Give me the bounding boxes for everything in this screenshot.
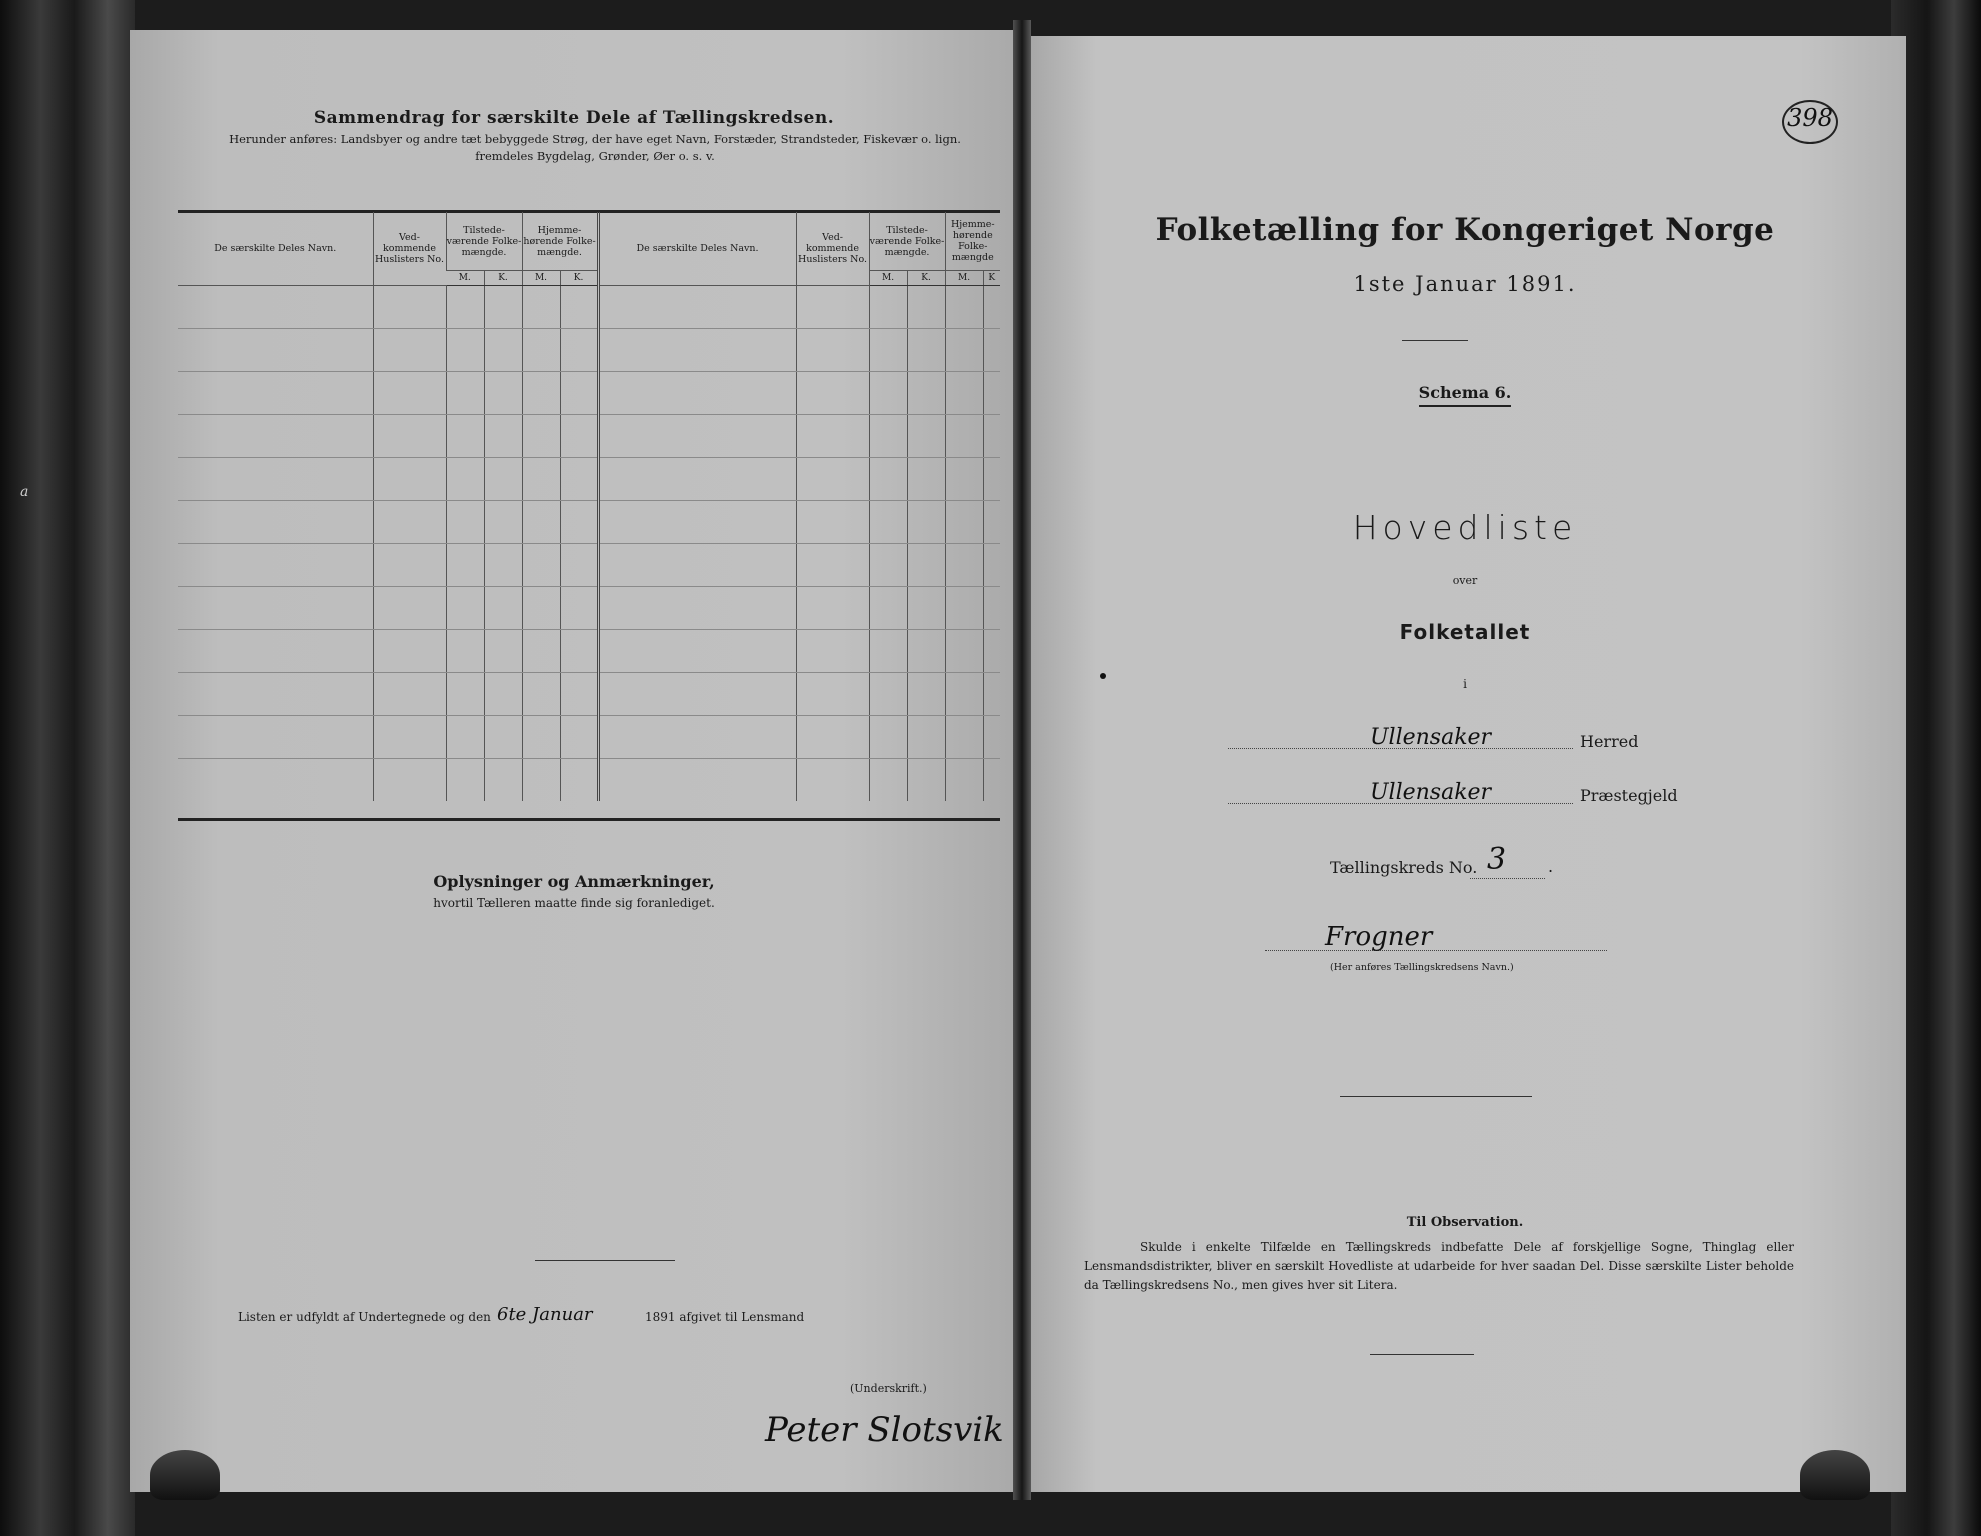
listen-text-2: 1891 afgivet til Lensmand [645,1310,805,1324]
listen-date-handwritten: 6te Januar [497,1304,593,1325]
table-cell [446,544,484,587]
table-body [178,286,1000,802]
table-cell [907,673,945,716]
schema-text: Schema 6. [1419,383,1512,407]
col-header-tilstede: Tilstede-værende Folke-mængde. [446,212,522,271]
sub-header-m: M. [522,271,560,286]
table-cell [598,544,796,587]
prestegjeld-field: Ullensaker [1370,780,1492,805]
table-cell [178,759,373,802]
table-bottom-rule [178,818,1000,821]
table-cell [560,544,598,587]
table-cell [560,372,598,415]
table-row [178,329,1000,372]
kreds-label: Tællingskreds No. [1330,858,1478,877]
table-cell [907,544,945,587]
table-cell [869,415,907,458]
table-cell [945,501,983,544]
table-cell [598,415,796,458]
table-row [178,501,1000,544]
hovedliste-heading: Hovedliste [1352,508,1578,547]
summary-subtitle-line-2: fremdeles Bygdelag, Grønder, Øer o. s. v. [475,149,715,163]
col-header-tilstede-2: Tilstede-værende Folke-mængde. [869,212,945,271]
table-row [178,458,1000,501]
table-row [178,759,1000,802]
table-cell [560,587,598,630]
sub-header-k: K. [907,271,945,286]
table-cell [983,415,1000,458]
table-cell [522,673,560,716]
table-cell [907,286,945,329]
table-cell [484,544,522,587]
binding-corner-left [150,1450,220,1500]
table-cell [796,286,869,329]
table-cell [907,759,945,802]
table-cell [945,544,983,587]
table-cell [907,458,945,501]
table-cell [945,587,983,630]
table-cell [796,501,869,544]
table-cell [484,286,522,329]
table-cell [796,329,869,372]
table-cell [178,329,373,372]
census-date: 1ste Januar 1891. [1353,272,1577,296]
i-label: i [1463,677,1467,691]
page-number: 398 [1787,104,1833,132]
sub-header-m: M. [945,271,983,286]
listen-text-1: Listen er udfyldt af Undertegnede og den [238,1310,491,1324]
observation-title: Til Observation. [1406,1215,1524,1230]
table-cell [945,286,983,329]
table-cell [869,759,907,802]
table-cell [373,673,446,716]
herred-field: Ullensaker [1370,725,1492,750]
table-cell [484,458,522,501]
table-cell [869,372,907,415]
table-cell [373,329,446,372]
summary-subtitle [185,131,1005,165]
summary-subtitle-line-1: Herunder anføres: Landsbyer og andre tæt bebyggede Strøg, der have eget Navn, Forstæder, Strandsteder, Fiskevær o. lign. [229,132,961,146]
table-cell [945,372,983,415]
table-cell [983,372,1000,415]
table-cell [983,501,1000,544]
table-cell [796,630,869,673]
table-cell [560,501,598,544]
table-cell [560,673,598,716]
table-row [178,587,1000,630]
table-cell [373,544,446,587]
sub-header-k: K. [560,271,598,286]
table-cell [869,587,907,630]
notes-title: Oplysninger og Anmærkninger, [433,872,715,891]
table-cell [945,759,983,802]
table-cell [484,501,522,544]
table-cell [907,630,945,673]
table-cell [522,501,560,544]
kreds-number-field: 3 [1487,842,1507,877]
table-cell [598,501,796,544]
table-cell [598,673,796,716]
table-cell [373,501,446,544]
sub-header-k: K. [484,271,522,286]
table-cell [907,415,945,458]
table-cell [522,544,560,587]
binding-corner-right [1800,1450,1870,1500]
table-cell [560,415,598,458]
sub-header-m: M. [446,271,484,286]
table-cell [446,716,484,759]
table-cell [560,759,598,802]
table-cell [178,286,373,329]
table-cell [869,544,907,587]
table-cell [983,673,1000,716]
table-cell [907,329,945,372]
table-cell [598,329,796,372]
table-cell [522,329,560,372]
table-cell [522,286,560,329]
table-cell [869,630,907,673]
table-row [178,716,1000,759]
col-header-name-2: De særskilte Deles Navn. [598,212,796,286]
ink-dot [1100,673,1106,679]
table-cell [178,501,373,544]
table-cell [907,587,945,630]
folketallet-heading: Folketallet [1399,620,1531,644]
kreds-name-field: Frogner [1325,922,1433,952]
table-cell [373,372,446,415]
table-cell [796,458,869,501]
table-row [178,286,1000,329]
table-cell [983,458,1000,501]
table-cell [373,630,446,673]
table-cell [522,415,560,458]
table-cell [796,372,869,415]
table-cell [484,372,522,415]
table-cell [178,458,373,501]
table-cell [598,286,796,329]
table-cell [983,630,1000,673]
table-cell [869,673,907,716]
margin-letter: a [20,484,29,500]
notes-subtitle: hvortil Tælleren maatte finde sig foranlediget. [433,896,715,910]
table-cell [178,630,373,673]
table-cell [869,716,907,759]
over-label: over [1452,574,1478,587]
table-cell [598,458,796,501]
table-cell [373,458,446,501]
table-cell [446,458,484,501]
table-cell [945,329,983,372]
table-cell [373,716,446,759]
table-cell [945,716,983,759]
table-cell [598,716,796,759]
prestegjeld-label: Præstegjeld [1580,786,1678,805]
col-header-name: De særskilte Deles Navn. [178,212,373,286]
table-row [178,372,1000,415]
table-cell [869,501,907,544]
table-cell [484,329,522,372]
table-cell [178,544,373,587]
table-cell [983,329,1000,372]
divider-rule [1402,340,1468,341]
table-cell [907,501,945,544]
underskrift-label: (Underskrift.) [850,1382,927,1395]
table-cell [446,329,484,372]
table-cell [796,415,869,458]
herred-label: Herred [1580,732,1639,751]
table-cell [598,630,796,673]
table-cell [373,587,446,630]
table-cell [945,458,983,501]
table-cell [945,415,983,458]
table-cell [560,716,598,759]
table-cell [598,759,796,802]
sub-header-k: K [983,271,1000,286]
table-cell [869,329,907,372]
table-cell [560,630,598,673]
col-header-hjemme-2: Hjemme-hørende Folke-mængde [945,212,1000,271]
table-cell [907,372,945,415]
table-cell [446,372,484,415]
table-cell [983,286,1000,329]
divider-rule [1370,1354,1474,1355]
table-cell [522,458,560,501]
table-cell [907,716,945,759]
table-cell [484,415,522,458]
table-cell [446,673,484,716]
kreds-name-hint: (Her anføres Tællingskredsens Navn.) [1330,962,1514,973]
divider-rule [1340,1096,1532,1097]
table-cell [446,286,484,329]
observation-text: Skulde i enkelte Tilfælde en Tællingskreds indbefatte Dele af forskjellige Sogne, Thinglag eller Lensmandsdistrikter, bliver en særskilt Hovedliste at udarbeide for hver saadan Del. Disse særskilte Lister beholde da Tællingskredsens No., men gives hver sit Litera. [1084,1240,1794,1292]
table-cell [983,759,1000,802]
table-cell [983,716,1000,759]
table-cell [598,587,796,630]
book-gutter [1013,20,1031,1500]
kreds-name-field-line [1265,950,1607,951]
table-cell [373,759,446,802]
table-cell [522,716,560,759]
table-cell [796,673,869,716]
table-cell [796,716,869,759]
table-cell [522,372,560,415]
col-header-huslister-2: Ved-kommende Huslisters No. [796,212,869,286]
table-cell [945,673,983,716]
table-cell [178,716,373,759]
table-cell [869,458,907,501]
main-title: Folketælling for Kongeriget Norge [1155,212,1775,248]
table-cell [796,587,869,630]
table-cell [983,544,1000,587]
sub-header-m: M. [869,271,907,286]
table-cell [446,501,484,544]
col-header-huslister: Ved-kommende Huslisters No. [373,212,446,286]
table-cell [373,286,446,329]
table-cell [484,759,522,802]
schema-label [1030,383,1900,402]
divider-rule [535,1260,675,1261]
summary-table [178,212,1000,801]
table-row [178,630,1000,673]
table-cell [178,372,373,415]
col-header-hjemme: Hjemme-hørende Folke-mængde. [522,212,598,271]
table-cell [983,587,1000,630]
table-cell [178,587,373,630]
table-cell [598,372,796,415]
table-cell [869,286,907,329]
table-row [178,544,1000,587]
signature: Peter Slotsvik [765,1410,1004,1450]
table-cell [796,544,869,587]
book-binding-left [0,0,135,1536]
table-row [178,415,1000,458]
table-cell [373,415,446,458]
table-cell [484,716,522,759]
table-row [178,673,1000,716]
table-cell [560,458,598,501]
table-cell [484,587,522,630]
table-cell [446,415,484,458]
table-cell [178,673,373,716]
table-cell [446,759,484,802]
table-cell [945,630,983,673]
table-cell [560,286,598,329]
table-cell [522,630,560,673]
summary-title: Sammendrag for særskilte Dele af Tællingskredsen. [313,108,835,128]
table-cell [484,630,522,673]
table-cell [560,329,598,372]
kreds-field-line [1470,878,1545,879]
table-cell [484,673,522,716]
table-cell [522,587,560,630]
table-cell [796,759,869,802]
table-cell [446,587,484,630]
kreds-suffix: . [1548,857,1554,876]
table-cell [522,759,560,802]
table-cell [446,630,484,673]
table-cell [178,415,373,458]
